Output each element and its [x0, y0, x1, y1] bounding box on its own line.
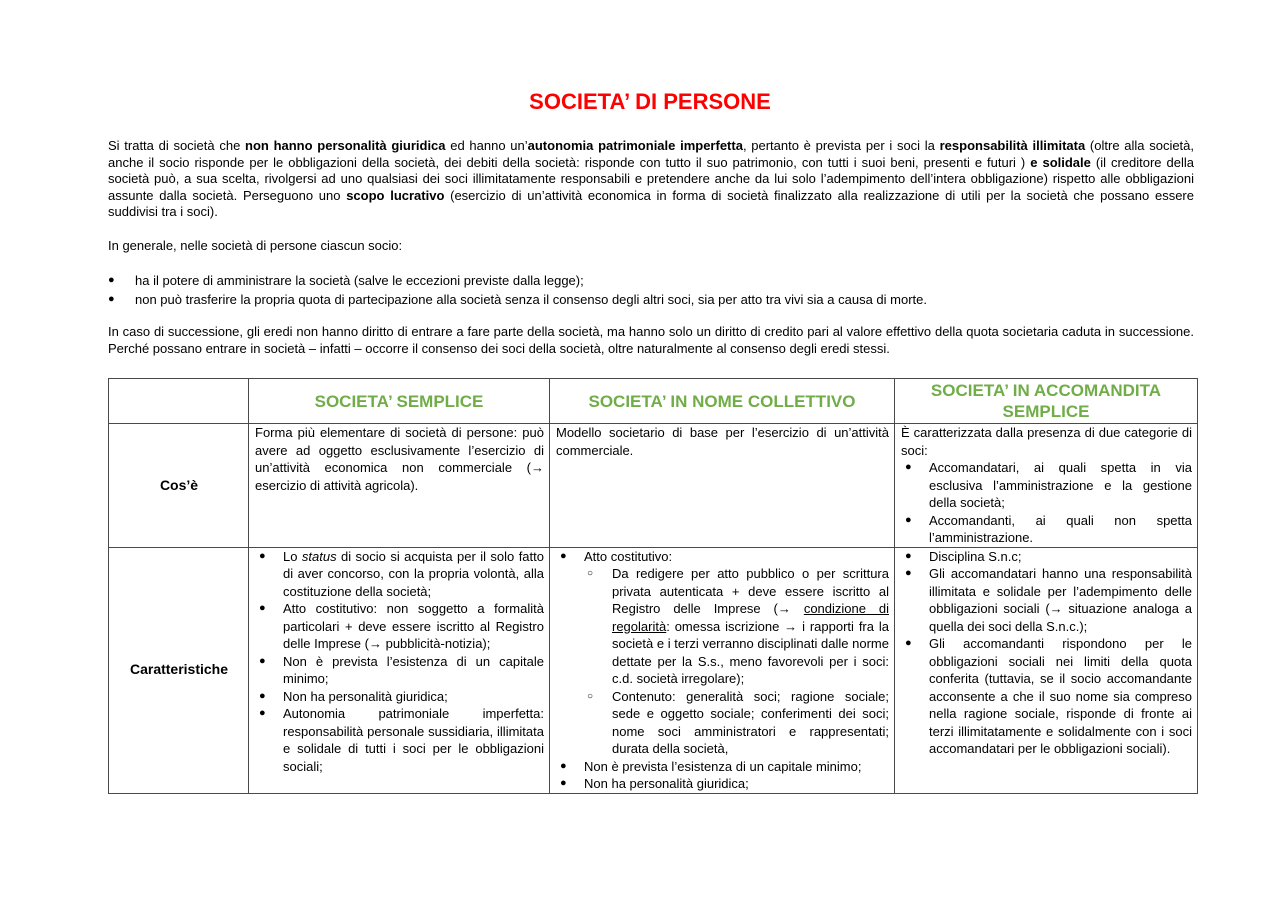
list-item [556, 775, 889, 793]
general-intro: In generale, nelle società di persone ciascun socio: [108, 238, 403, 253]
cell-sas-cos-e [895, 424, 1198, 548]
list-item [255, 688, 544, 706]
cell-text: Modello societario di base per l’esercizio di un’attività commerciale. [556, 425, 889, 458]
comparison-table [108, 378, 1198, 794]
list-item-text: di socio si acquista per il solo fatto di aver concorso, con la propria volontà, alla costituzione della società; [283, 548, 544, 599]
list-item [901, 512, 1192, 547]
list-item-text: non può trasferire la propria quota di partecipazione alla società senza il consenso degli altri soci, sia per atto tra vivi sia a causa di morte. [135, 292, 927, 307]
list-item-text: ha il potere di amministrare la società (salve le eccezioni previste dalla legge); [135, 273, 584, 288]
header-empty [109, 379, 249, 424]
header-societa-accomandita-semplice: SOCIETA’ IN ACCOMANDITA SEMPLICE [895, 379, 1198, 424]
bullet-icon: ● [259, 689, 266, 702]
list-item-underlined: condizione di regolarità [612, 601, 889, 634]
list-item [108, 290, 1194, 309]
intro-segment-bold: non hanno personalità giuridica [245, 138, 446, 153]
list-item [901, 548, 1192, 566]
list-item [901, 565, 1192, 635]
bullet-icon: ● [905, 513, 912, 526]
intro-segment-bold: scopo lucrativo [346, 187, 445, 203]
sas-cos-e-list [901, 459, 1192, 547]
list-item-text: Autonomia patrimoniale imperfetta: responsabilità personale sussidiaria, illimitata e solidale di tutti i soci per le obbligazioni sociali; [283, 706, 544, 774]
list-item-italic: status [301, 548, 337, 564]
intro-segment: , pertanto è prevista per i soci la [742, 138, 940, 153]
cell-ss-cos-e [249, 424, 550, 548]
row-label-caratteristiche: Caratteristiche [109, 547, 249, 793]
succession-paragraph: In caso di successione, gli eredi non hanno diritto di entrare a fare parte della società, ma hanno solo un diritto di credito pari al valore effettivo della quota societaria caduta in successione. Perché possano entrare in società – infatti – occorre il consenso dei soci della società, oltre naturalmente al consenso degli eredi stessi. [108, 324, 1194, 356]
sub-bullet-icon: ○ [587, 690, 594, 702]
list-item [255, 705, 544, 775]
list-item-text: Accomandanti, ai quali non spetta l’amministrazione. [929, 512, 1192, 545]
list-item-text: Da redigere per atto pubblico o per scrittura privata autenticata + deve essere iscritto al Registro delle Imprese (→ [612, 566, 889, 616]
list-item [556, 548, 889, 758]
bullet-icon: ● [905, 461, 912, 473]
list-item [255, 600, 544, 653]
cell-snc-caratteristiche [550, 547, 895, 793]
ss-caratteristiche-list [255, 548, 544, 776]
sub-list-item [584, 688, 889, 758]
list-item-text: Accomandatari, ai quali spetta in via esclusiva l’amministrazione e la gestione della società; [929, 460, 1192, 510]
cell-snc-cos-e [550, 424, 895, 548]
bullet-icon: ● [560, 759, 567, 772]
table-row-caratteristiche [109, 547, 1198, 793]
cell-text: È caratterizzata dalla presenza di due categorie di soci: [901, 425, 1192, 458]
cell-sas-caratteristiche [895, 547, 1198, 793]
snc-atto-sublist [584, 565, 889, 758]
list-item-text: Gli accomandanti rispondono per le obbligazioni sociali nei limiti della quota conferita (tuttavia, se il socio accomandante acconsente a che il suo nome sia compreso nella ragione sociale, risponde di fronte ai terzi illimitatamente e solidalmente con i soci accomandatari per le obbligazioni sociali). [929, 636, 1192, 756]
list-item-text: Contenuto: generalità soci; ragione sociale; sede e oggetto sociale; conferimenti dei soci; nome soci amministratori e rappresentati; durata della società, [612, 688, 889, 756]
list-item-text: Lo [283, 548, 302, 564]
bullet-icon: ● [108, 274, 115, 286]
list-item [108, 271, 1194, 290]
list-item-text: : omessa iscrizione → i rapporti fra la società e i terzi verranno disciplinati dalle norme dettate per la S.s., meno favorevoli per i soci: c.d. società irregolare); [612, 618, 889, 686]
bullet-icon: ● [259, 602, 266, 614]
intro-segment: (esercizio di un’attività economica in forma di società finalizzato alla realizzazione di utili per la società che possano essere suddivisi tra i soci). [108, 187, 1194, 220]
row-label-cos-e: Cos’è [109, 424, 249, 548]
intro-segment: ed hanno un’ [445, 138, 528, 153]
intro-segment: (il creditore della società può, a sua scelta, rivolgersi ad uno qualsiasi dei soci illimitatamente responsabili e pretendere anche da lui solo l’adempimento dell’intera obbligazione) rispetto alle obbligazioni assunte dalla società. Perseguono uno [108, 154, 1194, 203]
bullet-icon: ● [905, 549, 912, 562]
intro-segment-bold: responsabilità illimitata [939, 138, 1086, 153]
sas-caratteristiche-list [901, 548, 1192, 758]
sub-list-item [584, 565, 889, 688]
intro-segment-bold: autonomia patrimoniale imperfetta [527, 138, 743, 153]
intro-segment: Si tratta di società che [108, 138, 246, 153]
bullet-icon: ● [905, 637, 912, 649]
list-item [901, 635, 1192, 758]
list-item-text: Non è prevista l’esistenza di un capitale minimo; [283, 653, 544, 686]
header-societa-nome-collettivo: SOCIETA’ IN NOME COLLETTIVO [550, 379, 895, 424]
list-item [556, 758, 889, 776]
list-item-text: Non ha personalità giuridica; [283, 688, 448, 704]
bullet-icon: ● [905, 567, 912, 579]
list-item [255, 653, 544, 688]
bullet-icon: ● [259, 707, 266, 719]
intro-segment: (oltre alla società, anche il socio risponde per le obbligazioni della società, dei debiti della società: risponde con tutto il suo patrimonio, con tutti i suoi beni, presenti e futuri ) [108, 138, 1195, 170]
table-row-cos-e [109, 424, 1198, 548]
bullet-icon: ● [259, 654, 266, 667]
list-item-text: Atto costitutivo: non soggetto a formalità particolari + deve essere iscritto al Registro delle Imprese (→ pubblicità-notizia); [283, 601, 544, 651]
cell-text: Forma più elementare di società di persone: può avere ad oggetto esclusivamente l’esercizio di un’attività economica non commerciale (→ esercizio di attività agricola). [255, 425, 544, 493]
list-item-text: Non è prevista l’esistenza di un capitale minimo; [584, 758, 862, 774]
general-bullet-list [108, 271, 1194, 309]
snc-caratteristiche-list [556, 548, 889, 793]
list-item-text: Disciplina S.n.c; [929, 548, 1022, 564]
page-title: SOCIETA’ DI PERSONE [529, 89, 771, 114]
bullet-icon: ● [560, 549, 567, 562]
intro-paragraph [108, 138, 1194, 221]
list-item [901, 459, 1192, 512]
list-item-text: Non ha personalità giuridica; [584, 776, 749, 791]
list-item-text: Atto costitutivo: [584, 548, 673, 564]
list-item [255, 548, 544, 601]
header-societa-semplice: SOCIETA’ SEMPLICE [249, 379, 550, 424]
intro-segment-bold: e solidale [1025, 154, 1091, 170]
bullet-icon: ● [560, 777, 567, 789]
bullet-icon: ● [108, 293, 115, 305]
cell-ss-caratteristiche [249, 547, 550, 793]
list-item-text: Gli accomandatari hanno una responsabilità illimitata e solidale per l’adempimento delle obbligazioni sociali (→ situazione analoga a quella dei soci della S.n.c.); [929, 566, 1192, 634]
table-header-row [109, 379, 1198, 424]
bullet-icon: ● [259, 549, 266, 562]
sub-bullet-icon: ○ [587, 568, 594, 579]
